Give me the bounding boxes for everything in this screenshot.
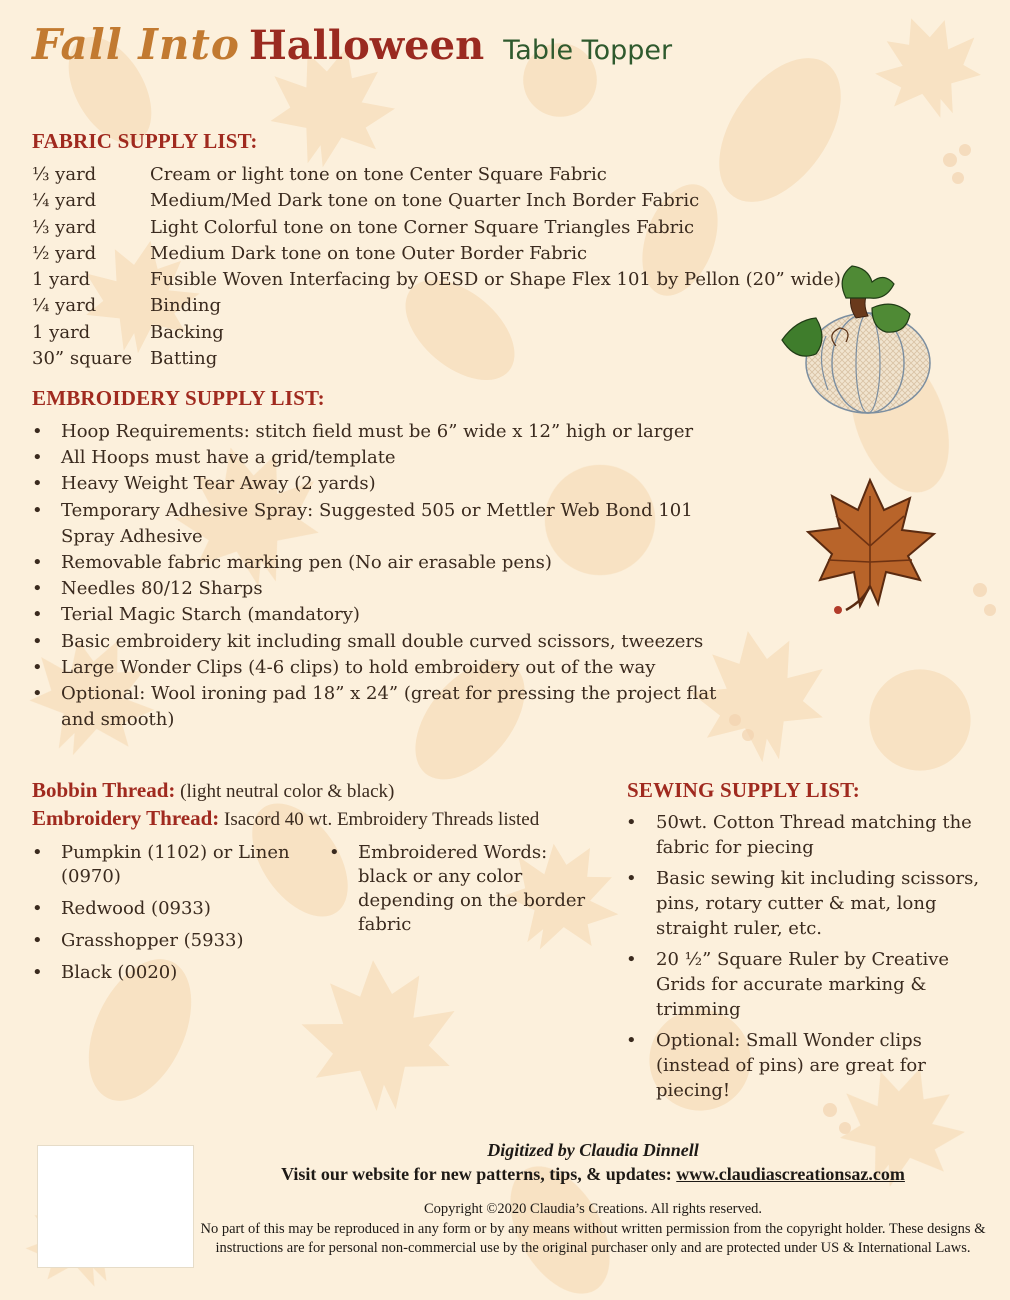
bobbin-thread-line	[32, 777, 539, 805]
list-item: • Large Wonder Clips (4-6 clips) to hold embroidery out of the way	[32, 655, 732, 681]
title-halloween: Halloween	[248, 22, 485, 69]
list-item: • Heavy Weight Tear Away (2 yards)	[32, 471, 732, 497]
title-fall-into: Fall Into	[32, 20, 240, 69]
embroidery-thread-value: Isacord 40 wt. Embroidery Threads listed	[224, 809, 540, 830]
list-item: • Optional: Wool ironing pad 18” x 24” (great for pressing the project flat and smooth)	[32, 681, 732, 733]
fabric-desc: Batting	[150, 348, 218, 370]
fabric-desc: Medium/Med Dark tone on tone Quarter Inch Border Fabric	[150, 190, 700, 212]
list-item: • Needles 80/12 Sharps	[32, 576, 732, 602]
copyright-block	[200, 1200, 986, 1259]
list-item: • Terial Magic Starch (mandatory)	[32, 602, 732, 628]
fabric-desc: Medium Dark tone on tone Outer Border Fabric	[150, 242, 588, 264]
fabric-qty: ¼ yard	[32, 190, 97, 212]
list-item: • Removable fabric marking pen (No air erasable pens)	[32, 550, 732, 576]
fabric-desc: Fusible Woven Interfacing by OESD or Shape Flex 101 by Pellon (20” wide)	[150, 269, 841, 291]
bobbin-thread-value: (light neutral color & black)	[180, 781, 395, 802]
bobbin-thread-label: Bobbin Thread:	[32, 778, 176, 802]
digitized-by: Digitized by Claudia Dinnell	[487, 1140, 699, 1160]
fabric-row	[32, 188, 841, 214]
embroidery-thread-line	[32, 805, 539, 833]
footer	[200, 1138, 986, 1259]
sewing-supply-heading: SEWING SUPPLY LIST:	[627, 778, 860, 802]
list-item: • Redwood (0933)	[32, 897, 297, 921]
list-item: • Basic embroidery kit including small double curved scissors, tweezers	[32, 629, 732, 655]
fabric-qty: ⅓ yard	[32, 216, 97, 238]
list-item: • All Hoops must have a grid/template	[32, 445, 732, 471]
fabric-row	[32, 215, 841, 241]
list-item: • Grasshopper (5933)	[32, 929, 297, 953]
fabric-desc: Cream or light tone on tone Center Square Fabric	[150, 164, 607, 185]
list-item: • 50wt. Cotton Thread matching the fabric for piecing	[626, 810, 986, 860]
list-item: • Optional: Small Wonder clips (instead of pins) are great for piecing!	[626, 1028, 986, 1103]
list-item: • Hoop Requirements: stitch field must be 6” wide x 12” high or larger	[32, 419, 732, 445]
visit-text: Visit our website for new patterns, tips, & updates:	[281, 1164, 672, 1184]
fabric-desc: Light Colorful tone on tone Corner Square Triangles Fabric	[150, 216, 695, 238]
list-item: • Pumpkin (1102) or Linen (0970)	[32, 841, 297, 889]
website-link[interactable]: www.claudiascreationsaz.com	[676, 1164, 905, 1184]
fabric-desc: Binding	[150, 295, 221, 317]
visit-website-line	[200, 1162, 986, 1186]
embroidery-thread-label: Embroidery Thread:	[32, 806, 220, 830]
fabric-qty: ½ yard	[32, 242, 97, 264]
fabric-supply-list	[32, 162, 841, 372]
list-item: • Embroidered Words: black or any color depending on the border fabric	[329, 841, 594, 937]
maple-leaf-icon	[804, 476, 938, 624]
fabric-row	[32, 346, 841, 372]
fabric-row	[32, 267, 841, 293]
list-item: • Temporary Adhesive Spray: Suggested 505 or Mettler Web Bond 101 Spray Adhesive	[32, 498, 732, 550]
document-title	[32, 20, 672, 80]
sewing-supply-list	[626, 810, 986, 1109]
fabric-qty: ⅓ yard	[32, 164, 97, 185]
list-item: • Basic sewing kit including scissors, pins, rotary cutter & mat, long straight ruler, etc.	[626, 866, 986, 941]
copyright-notice: No part of this may be reproduced in any form or by any means without written permission from the copyright holder. These designs & instructions are for personal non-commercial use by the original purchaser only and are protected under US & International Laws.	[200, 1220, 986, 1256]
thread-words-list	[329, 841, 594, 945]
fabric-supply-heading: FABRIC SUPPLY LIST:	[32, 129, 258, 153]
list-item: • Black (0020)	[32, 961, 297, 985]
fabric-qty: 1 yard	[32, 269, 91, 291]
fabric-desc: Backing	[150, 321, 224, 343]
fabric-qty: ¼ yard	[32, 295, 97, 317]
title-table-topper: Table Topper	[503, 35, 673, 66]
fabric-row	[32, 320, 841, 346]
fabric-row	[32, 241, 841, 267]
blank-label-box	[37, 1145, 194, 1268]
fabric-qty: 1 yard	[32, 321, 91, 343]
pumpkin-embroidery-icon	[776, 258, 936, 420]
thread-info	[32, 777, 539, 833]
thread-color-list	[32, 841, 297, 993]
list-item: • 20 ½” Square Ruler by Creative Grids for accurate marking & trimming	[626, 947, 986, 1022]
copyright-line: Copyright ©2020 Claudia’s Creations. All rights reserved.	[423, 1201, 763, 1217]
fabric-qty: 30” square	[32, 348, 133, 370]
embroidery-supply-list	[32, 419, 732, 733]
embroidery-supply-heading: EMBROIDERY SUPPLY LIST:	[32, 386, 325, 410]
fabric-row	[32, 293, 841, 319]
fabric-row	[32, 162, 841, 188]
